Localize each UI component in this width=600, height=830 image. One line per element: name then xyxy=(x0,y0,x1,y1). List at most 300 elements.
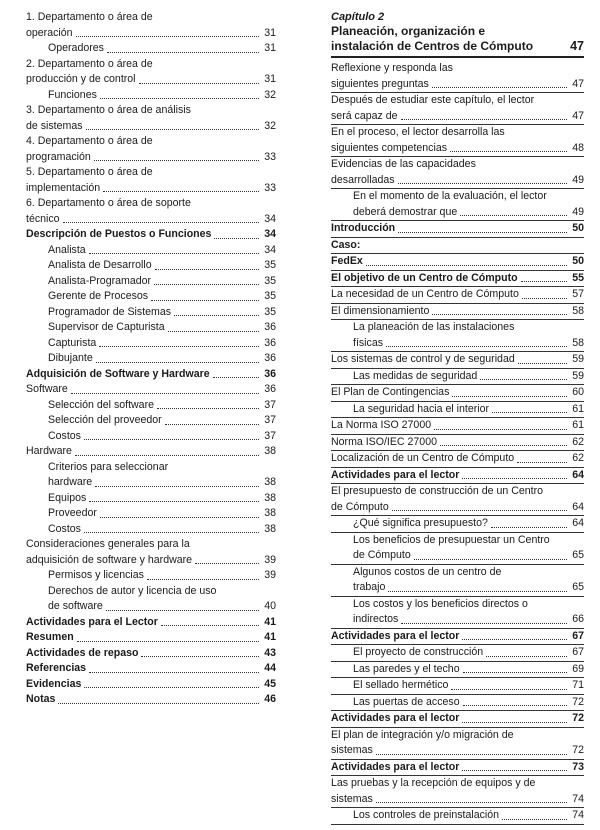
toc-entry-text: Resumen xyxy=(26,631,74,643)
dot-leader xyxy=(366,265,567,266)
dot-leader xyxy=(77,641,259,642)
page-number: 64 xyxy=(572,500,584,513)
toc-entry xyxy=(331,238,584,255)
page-number: 32 xyxy=(264,119,276,132)
page-number: 35 xyxy=(264,305,276,318)
page-number: 60 xyxy=(572,386,584,398)
page-number: 37 xyxy=(264,414,276,426)
page-number: 36 xyxy=(264,321,276,333)
toc-entry-text: Criterios para seleccionar xyxy=(48,460,169,473)
toc-entry-text: Referencias xyxy=(26,662,87,674)
toc-entry xyxy=(26,615,276,631)
toc-entry-text: producción y de control xyxy=(26,73,136,85)
dot-leader xyxy=(414,559,567,560)
page-number: 34 xyxy=(264,243,276,256)
toc-entry xyxy=(26,382,276,398)
toc-entry xyxy=(26,692,276,708)
dot-leader xyxy=(521,281,567,282)
toc-entry xyxy=(331,287,584,304)
dot-leader xyxy=(165,424,259,425)
toc-entry-text: 6. Departamento o área de soporte xyxy=(26,197,191,209)
chapter-page: 47 xyxy=(570,39,584,53)
toc-entry xyxy=(331,468,584,485)
toc-entry-text: Evidencias de las capacidades xyxy=(331,158,476,170)
toc-entry-text: Evidencias xyxy=(26,677,82,690)
page-number: 49 xyxy=(572,205,584,218)
toc-entry xyxy=(26,196,276,227)
chapter-heading xyxy=(331,10,584,58)
dot-leader xyxy=(388,591,567,592)
page-number: 50 xyxy=(572,255,584,267)
page-number: 58 xyxy=(572,336,584,349)
toc-entry-text: Los sistemas de control y de seguridad xyxy=(331,353,515,365)
toc-entry xyxy=(26,165,276,196)
toc-entry xyxy=(26,305,276,321)
dot-leader xyxy=(89,253,259,254)
page-number: 44 xyxy=(264,662,276,674)
dot-leader xyxy=(213,377,259,378)
page-number: 37 xyxy=(264,429,276,442)
toc-entry xyxy=(331,597,584,629)
toc-entry-text: El proyecto de construcción xyxy=(353,646,484,658)
chapter-title-line-2: instalación de Centros de Cómputo xyxy=(331,39,534,53)
dot-leader xyxy=(401,623,567,624)
dot-leader xyxy=(141,656,259,657)
page-number: 59 xyxy=(572,369,584,382)
dot-leader xyxy=(195,563,259,564)
dot-leader xyxy=(71,393,259,394)
page-number: 57 xyxy=(572,288,584,300)
dot-leader xyxy=(502,819,567,820)
dot-leader xyxy=(84,532,259,533)
toc-entry-text: de Cómputo xyxy=(331,500,389,513)
toc-entry-text: Dibujante xyxy=(48,352,93,364)
toc-entry-text: Adquisición de Software y Hardware xyxy=(26,367,210,380)
toc-entry xyxy=(26,630,276,646)
page-number: 32 xyxy=(264,88,276,101)
toc-entry-text: Actividades para el lector xyxy=(331,712,460,724)
page-number: 33 xyxy=(264,181,276,194)
toc-entry xyxy=(26,351,276,367)
page-number: 35 xyxy=(264,274,276,287)
toc-entry xyxy=(331,304,584,321)
page-number: 72 xyxy=(572,695,584,708)
page-number: 36 xyxy=(264,367,276,380)
dot-leader xyxy=(139,83,259,84)
toc-entry xyxy=(331,678,584,695)
dot-leader xyxy=(155,269,259,270)
page-number: 38 xyxy=(264,445,276,457)
toc-entry xyxy=(331,369,584,386)
toc-entry-text: Supervisor de Capturista xyxy=(48,321,165,333)
toc-entry-text: sistemas xyxy=(331,792,373,805)
page-number: 74 xyxy=(572,792,584,805)
page-number: 65 xyxy=(572,549,584,561)
toc-entry xyxy=(331,516,584,533)
toc-entry-text: Costos xyxy=(48,522,81,535)
dot-leader xyxy=(89,672,259,673)
toc-entry-text: Introducción xyxy=(331,222,396,234)
page-number: 36 xyxy=(264,352,276,364)
toc-entry-text: indirectos xyxy=(353,613,399,625)
dot-leader xyxy=(460,215,567,216)
toc-entry xyxy=(26,10,276,41)
page-number: 64 xyxy=(572,468,584,481)
toc-entry-text: Descripción de Puestos o Funciones xyxy=(26,228,212,240)
page-number: 35 xyxy=(264,290,276,302)
toc-entry-text: ¿Qué significa presupuesto? xyxy=(353,517,488,529)
page-number: 35 xyxy=(264,259,276,271)
toc-entry-text: Localización de un Centro de Cómputo xyxy=(331,452,515,464)
chapter-label: Capítulo 2 xyxy=(331,11,385,23)
page-number: 48 xyxy=(572,141,584,154)
toc-entry xyxy=(26,320,276,336)
toc-entry-text: Gerente de Procesos xyxy=(48,290,149,302)
toc-entry-text: 2. Departamento o área de xyxy=(26,57,153,70)
toc-entry-text: Las pruebas y la recepción de equipos y de xyxy=(331,777,536,789)
dot-leader xyxy=(434,429,567,430)
dot-leader xyxy=(376,754,567,755)
page-number: 38 xyxy=(264,491,276,504)
toc-entry-text: Consideraciones generales para la xyxy=(26,538,190,550)
toc-entry-text: deberá demostrar que xyxy=(353,205,458,218)
toc-entry xyxy=(331,645,584,662)
page-number: 45 xyxy=(264,677,276,690)
toc-entry-text: adquisición de software y hardware xyxy=(26,553,193,566)
page-number: 50 xyxy=(572,222,584,234)
dot-leader xyxy=(106,610,259,611)
toc-entry-text: Actividades para el lector xyxy=(331,760,460,773)
toc-entry-text: Actividades para el Lector xyxy=(26,615,158,628)
toc-entry xyxy=(331,93,584,125)
toc-entry-text: 5. Departamento o área de xyxy=(26,166,153,178)
toc-entry-text: La Norma ISO 27000 xyxy=(331,419,432,431)
toc-entry xyxy=(331,418,584,435)
toc-entry-text: Las medidas de seguridad xyxy=(353,369,478,382)
page-number: 67 xyxy=(572,629,584,642)
toc-entry xyxy=(26,491,276,507)
toc-entry-text: hardware xyxy=(48,476,93,488)
toc-entry-text: La planeación de las instalaciones xyxy=(353,321,515,333)
toc-entry-text: 1. Departamento o área de xyxy=(26,11,153,23)
dot-leader xyxy=(94,160,259,161)
toc-entry-text: El presupuesto de construcción de un Centro xyxy=(331,485,544,497)
toc-entry xyxy=(331,711,584,728)
page-number: 40 xyxy=(264,600,276,612)
dot-leader xyxy=(157,408,259,409)
page-number: 37 xyxy=(264,398,276,411)
dot-leader xyxy=(107,52,259,53)
toc-entry-text: siguientes preguntas xyxy=(331,77,429,90)
page-number: 72 xyxy=(572,712,584,724)
toc-entry-text: técnico xyxy=(26,212,60,225)
toc-entry-text: 4. Departamento o área de xyxy=(26,135,153,147)
toc-entry xyxy=(331,189,584,221)
dot-leader xyxy=(450,151,567,152)
dot-leader xyxy=(480,379,567,380)
toc-entry-text: Algunos costos de un centro de xyxy=(353,565,502,578)
toc-entry-text: programación xyxy=(26,150,91,163)
toc-entry xyxy=(331,221,584,238)
toc-entry xyxy=(26,134,276,165)
toc-entry xyxy=(26,336,276,352)
dot-leader xyxy=(154,284,259,285)
toc-entry xyxy=(331,695,584,712)
chapter-title-line-1: Planeación, organización e xyxy=(331,24,486,38)
toc-entry-text: Programador de Sistemas xyxy=(48,305,172,318)
dot-leader xyxy=(463,672,567,673)
dot-leader xyxy=(95,486,259,487)
toc-right-entries xyxy=(331,61,584,825)
page-number: 39 xyxy=(264,569,276,581)
toc-entry-text: físicas xyxy=(353,336,384,349)
toc-entry-text: Caso: xyxy=(331,238,361,251)
toc-entry-text: Después de estudiar este capítulo, el lector xyxy=(331,94,535,106)
toc-entry xyxy=(331,662,584,679)
dot-leader xyxy=(96,362,259,363)
toc-entry-text: En el momento de la evaluación, el lector xyxy=(353,190,547,202)
page-number: 62 xyxy=(572,452,584,464)
toc-entry-text: Reflexione y responda las xyxy=(331,62,453,74)
dot-leader xyxy=(392,510,567,511)
dot-leader xyxy=(462,478,567,479)
toc-entry xyxy=(331,254,584,271)
dot-leader xyxy=(432,87,567,88)
dot-leader xyxy=(451,689,567,690)
toc-entry-text: operación xyxy=(26,26,73,39)
page-number: 71 xyxy=(572,679,584,691)
page-number: 38 xyxy=(264,522,276,535)
page-number: 46 xyxy=(264,693,276,705)
page-number: 72 xyxy=(572,744,584,756)
toc-entry xyxy=(331,125,584,157)
toc-entry-text: Software xyxy=(26,383,68,395)
toc-right-column xyxy=(331,10,584,825)
page-number: 31 xyxy=(264,73,276,85)
dot-leader xyxy=(84,687,259,688)
toc-entry xyxy=(331,157,584,189)
dot-leader xyxy=(463,705,567,706)
toc-entry-text: En el proceso, el lector desarrolla las xyxy=(331,126,505,138)
toc-entry xyxy=(26,258,276,274)
page-number: 73 xyxy=(572,760,584,773)
dot-leader xyxy=(491,527,567,528)
page-number: 33 xyxy=(264,150,276,163)
page-number: 36 xyxy=(264,383,276,395)
toc-entry-text: Costos xyxy=(48,429,81,442)
page-number: 31 xyxy=(264,42,276,54)
toc-entry-text: trabajo xyxy=(353,581,386,593)
toc-entry-text: Las paredes y el techo xyxy=(353,662,460,675)
toc-entry-text: Notas xyxy=(26,693,56,705)
dot-leader xyxy=(376,802,567,803)
toc-entry-text: Las puertas de acceso xyxy=(353,695,460,708)
dot-leader xyxy=(151,300,259,301)
toc-entry xyxy=(26,584,276,615)
toc-entry-text: Permisos y licencias xyxy=(48,569,144,581)
dot-leader xyxy=(486,656,567,657)
toc-entry xyxy=(26,57,276,88)
dot-leader xyxy=(462,722,567,723)
toc-entry xyxy=(26,646,276,662)
toc-left-column xyxy=(26,10,276,708)
toc-entry-text: Analista de Desarrollo xyxy=(48,259,152,271)
dot-leader xyxy=(440,445,567,446)
dot-leader xyxy=(214,238,259,239)
toc-entry-text: Operadores xyxy=(48,42,104,54)
page-number: 41 xyxy=(264,631,276,643)
page-number: 47 xyxy=(572,109,584,122)
toc-entry xyxy=(26,243,276,259)
toc-entry-text: Los costos y los beneficios directos o xyxy=(353,597,528,610)
dot-leader xyxy=(522,298,567,299)
toc-entry xyxy=(26,274,276,290)
toc-entry-text: La necesidad de un Centro de Cómputo xyxy=(331,288,519,300)
toc-entry-text: Los controles de preinstalación xyxy=(353,809,500,821)
toc-entry xyxy=(26,460,276,491)
toc-entry xyxy=(26,444,276,460)
dot-leader xyxy=(518,363,567,364)
toc-entry-text: 3. Departamento o área de análisis xyxy=(26,104,191,116)
dot-leader xyxy=(89,501,259,502)
toc-entry xyxy=(26,537,276,568)
page-number: 55 xyxy=(572,271,584,284)
dot-leader xyxy=(492,412,567,413)
dot-leader xyxy=(517,462,567,463)
page-number: 59 xyxy=(572,353,584,365)
toc-entry-text: El plan de integración y/o migración de xyxy=(331,728,514,741)
toc-entry xyxy=(331,61,584,93)
page-number: 39 xyxy=(264,553,276,566)
toc-entry-text: sistemas xyxy=(331,744,373,756)
toc-entry-text: Capturista xyxy=(48,336,97,349)
chapter-divider xyxy=(331,56,584,58)
toc-entry xyxy=(331,402,584,419)
toc-entry-text: de Cómputo xyxy=(353,549,411,561)
dot-leader xyxy=(147,579,259,580)
dot-leader xyxy=(452,396,567,397)
toc-entry-text: implementación xyxy=(26,181,101,194)
toc-entry-text: El sellado hermético xyxy=(353,679,449,691)
page-number: 64 xyxy=(572,517,584,529)
toc-entry xyxy=(331,776,584,808)
page-number: 38 xyxy=(264,476,276,488)
toc-entry-text: Los beneficios de presupuestar un Centro xyxy=(353,533,550,546)
dot-leader xyxy=(174,315,259,316)
toc-entry xyxy=(26,367,276,383)
toc-entry xyxy=(331,271,584,288)
page-number: 62 xyxy=(572,435,584,448)
toc-entry-text: Funciones xyxy=(48,88,97,101)
toc-entry-text: Selección del software xyxy=(48,398,154,411)
page-number: 74 xyxy=(572,809,584,821)
toc-entry-text: siguientes competencias xyxy=(331,141,448,154)
page-number: 34 xyxy=(264,212,276,225)
dot-leader xyxy=(462,770,567,771)
dot-leader xyxy=(63,222,259,223)
toc-entry xyxy=(26,227,276,243)
dot-leader xyxy=(103,191,259,192)
toc-entry xyxy=(26,568,276,584)
page-number: 38 xyxy=(264,507,276,519)
page-number: 69 xyxy=(572,662,584,675)
toc-entry-text: Selección del proveedor xyxy=(48,414,162,426)
toc-entry-text: El objetivo de un Centro de Cómputo xyxy=(331,271,518,284)
toc-entry xyxy=(26,88,276,104)
toc-entry-text: Hardware xyxy=(26,445,72,457)
toc-entry xyxy=(331,435,584,452)
toc-entry-text: será capaz de xyxy=(331,109,398,122)
toc-entry xyxy=(26,289,276,305)
dot-leader xyxy=(168,331,259,332)
toc-entry-text: Actividades de repaso xyxy=(26,646,139,659)
page-number: 47 xyxy=(572,77,584,90)
toc-entry-text: de sistemas xyxy=(26,119,83,132)
dot-leader xyxy=(99,346,259,347)
toc-entry-text: Actividades para el lector xyxy=(331,629,460,642)
toc-entry xyxy=(331,565,584,597)
page-number: 43 xyxy=(264,646,276,659)
toc-entry-text: de software xyxy=(48,600,103,612)
dot-leader xyxy=(100,98,259,99)
toc-entry-text: desarrolladas xyxy=(331,173,395,186)
toc-entry xyxy=(331,533,584,565)
dot-leader xyxy=(432,314,567,315)
dot-leader xyxy=(398,183,567,184)
dot-leader xyxy=(84,439,259,440)
toc-entry-text: Analista xyxy=(48,243,86,256)
toc-entry xyxy=(26,413,276,429)
page-number: 49 xyxy=(572,173,584,186)
toc-entry xyxy=(26,398,276,414)
toc-entry xyxy=(26,103,276,134)
page-number: 31 xyxy=(264,26,276,39)
page-number: 34 xyxy=(264,228,276,240)
toc-entry xyxy=(331,352,584,369)
toc-entry xyxy=(331,385,584,402)
page-number: 61 xyxy=(572,419,584,431)
toc-entry xyxy=(26,522,276,538)
dot-leader xyxy=(398,232,567,233)
toc-entry-text: Actividades para el lector xyxy=(331,468,460,481)
toc-entry-text: FedEx xyxy=(331,255,363,267)
page-number: 67 xyxy=(572,646,584,658)
page-number: 36 xyxy=(264,336,276,349)
dot-leader xyxy=(462,639,567,640)
page-number: 41 xyxy=(264,615,276,628)
dot-leader xyxy=(401,119,567,120)
toc-entry-text: Equipos xyxy=(48,491,87,504)
dot-leader xyxy=(161,625,259,626)
toc-entry xyxy=(331,484,584,516)
toc-entry xyxy=(331,320,584,352)
toc-entry xyxy=(26,506,276,522)
toc-entry-text: El Plan de Contingencias xyxy=(331,386,450,398)
page-number: 66 xyxy=(572,613,584,625)
toc-entry xyxy=(26,677,276,693)
toc-entry-text: Derechos de autor y licencia de uso xyxy=(48,584,217,597)
toc-entry xyxy=(26,41,276,57)
toc-entry xyxy=(26,429,276,445)
toc-entry xyxy=(26,661,276,677)
dot-leader xyxy=(76,36,259,37)
dot-leader xyxy=(86,129,259,130)
toc-entry-text: La seguridad hacia el interior xyxy=(353,402,490,415)
dot-leader xyxy=(58,703,259,704)
toc-entry xyxy=(331,728,584,760)
toc-entry-text: El dimensionamiento xyxy=(331,304,430,317)
toc-entry-text: Analista-Programador xyxy=(48,274,152,287)
